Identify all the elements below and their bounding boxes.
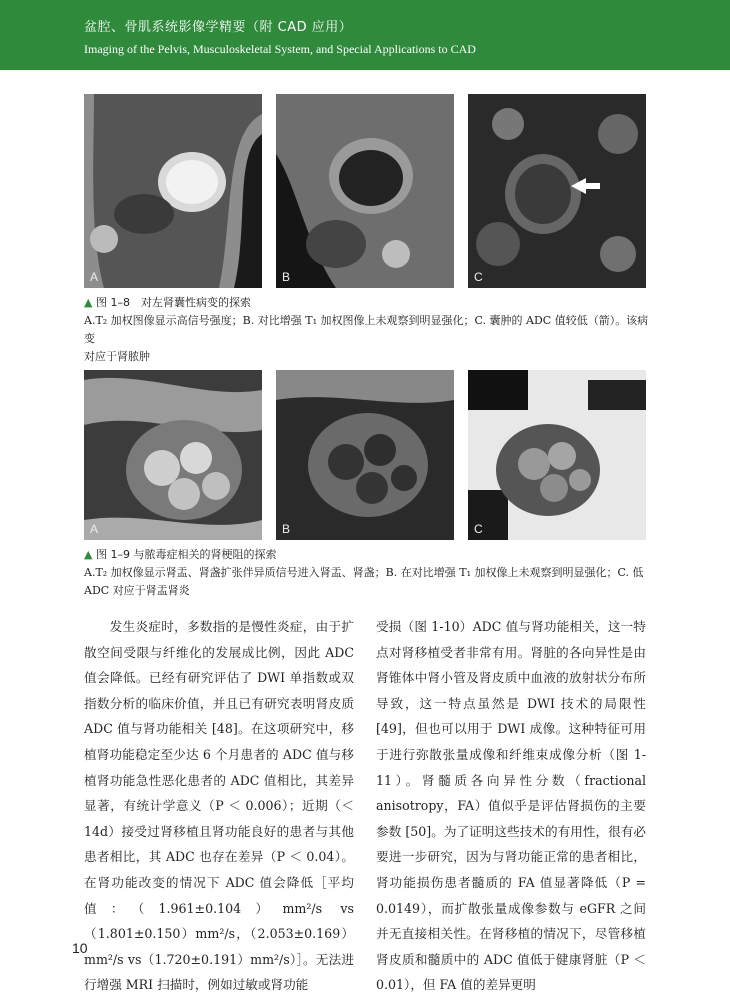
figure1-image-a: [84, 94, 262, 288]
figure1-caption-line1: A.T₂ 加权图像显示高信号强度；B. 对比增强 T₁ 加权图像上未观察到明显强化；C. 囊肿的 ADC 值较低（箭）。该病变: [84, 314, 649, 345]
figure1-label-a: A: [90, 270, 99, 284]
figure2-label-c: C: [474, 522, 483, 536]
header-title-en: Imaging of the Pelvis, Musculoskeletal System, and Special Applications to CAD: [84, 42, 476, 56]
figure1-image-b: [276, 94, 454, 288]
figure1-label-c: C: [474, 270, 483, 284]
figure2-title: 图 1–9 与脓毒症相关的肾梗阻的探索: [95, 548, 277, 561]
header-title-cn: 盆腔、骨肌系统影像学精要（附 CAD 应用）: [84, 20, 353, 35]
body-right-column: [376, 614, 646, 998]
figure2-label-b: B: [282, 522, 291, 536]
triangle-icon: ▲: [84, 296, 93, 309]
figure1-title: 图 1–8 对左肾囊性病变的探索: [95, 296, 251, 309]
figure2-image-c: [468, 370, 646, 540]
figure2-caption-line2: ADC 对应于肾盂肾炎: [84, 584, 190, 597]
figure1-caption-line2: 对应于肾脓肿: [84, 350, 150, 363]
triangle-icon: ▲: [84, 548, 93, 561]
figure2-caption: [84, 546, 654, 600]
page-number: 10: [72, 940, 88, 956]
figure1-label-b: B: [282, 270, 291, 284]
page-header: [0, 0, 730, 70]
body-left-column: [84, 614, 354, 998]
body-right-text: 受损（图 1-10）ADC 值与肾功能相关，这一特点对肾移植受者非常有用。肾脏的各向异性是由肾锥体中肾小管及肾皮质中血液的放射状分布所导致，这一特点虽然是 DWI 技术的局限性 [49]，但也可以用于 DWI 成像。这种特征可用于进行弥散张量成像和纤维束成像分析（图 1-11）。肾髓质各向异性分数（fractional anisotropy，FA）值似乎是评估肾损伤的主要参数 [50]。为了证明这些技术的有用性，很有必要进一步研究，因为与肾功能正常的患者相比，肾功能损伤患者髓质的 FA 值显著降低（P = 0.0149），而扩散张量成像参数与 eGFR 之间并无直接相关性。在肾移植的情况下，尽管移植肾皮质和髓质中的 ADC 值低于健康肾脏（P ＜ 0.01），但 FA 值的差异更明: [376, 619, 646, 993]
figure2-label-a: A: [90, 522, 99, 536]
figure2-caption-line1: A.T₂ 加权像显示肾盂、肾盏扩张伴异质信号进入肾盂、肾盏；B. 在对比增强 T₁ 加权像上未观察到明显强化；C. 低: [84, 566, 644, 579]
figure2-image-b: [276, 370, 454, 540]
figure1-caption: [84, 294, 654, 366]
body-left-text: 发生炎症时，多数指的是慢性炎症，由于扩散空间受限与纤维化的发展成比例，因此 ADC 值会降低。已经有研究评估了 DWI 单指数或双指数分析的临床价值，并且已有研究表明肾皮质 ADC 值与肾功能相关 [48]。在这项研究中，移植肾功能稳定至少达 6 个月患者的 ADC 值与移植肾功能急性恶化患者的 ADC 值相比，其差异显著，有统计学意义（P ＜ 0.006）；近期（＜ 14d）接受过肾移植且肾功能良好的患者与其他患者相比，其 ADC 也存在差异（P ＜ 0.04）。在肾功能改变的情况下 ADC 值会降低［平均值：（1.961±0.104）mm²/s vs（1.801±0.150）mm²/s，（2.053±0.169）mm²/s vs（1.720±0.191）mm²/s）］。无法进行增强 MRI 扫描时，例如过敏或肾功能: [84, 619, 354, 993]
figure1-image-c: [468, 94, 646, 288]
figure2-image-a: [84, 370, 262, 540]
